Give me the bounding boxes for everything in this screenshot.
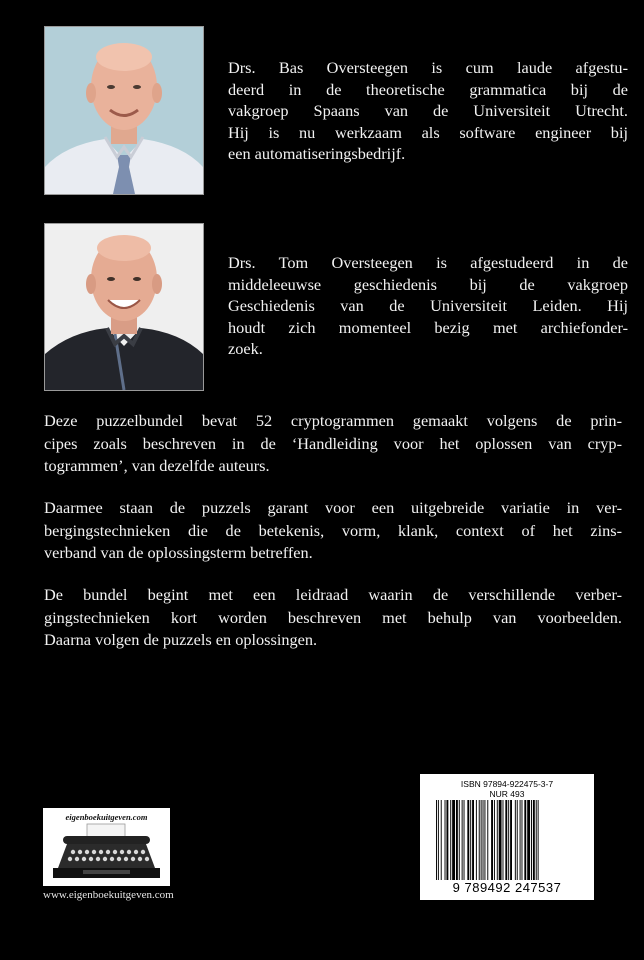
paragraph-line: cipes zoals beschreven in de ‘Handleiding voor het oplossen van cryp- [44, 433, 622, 453]
paragraph-line: Daarna volgen de puzzels en oplossingen. [44, 630, 318, 649]
isbn-barcode [420, 774, 594, 900]
typewriter-icon [43, 822, 170, 886]
bio-line: Drs. Bas Oversteegen is cum laude afgestu- [228, 58, 628, 77]
bio-line: vakgroep Spaans van de Universiteit Utrecht. [228, 101, 628, 120]
barcode-bars [434, 800, 582, 880]
bio-line: deerd in de theoretische grammatica bij de [228, 79, 628, 99]
paragraph-line: De bundel begint met een leidraad waarin de verschillende verber- [44, 585, 622, 604]
author-photo-tom [44, 223, 204, 391]
description-paragraph [44, 497, 622, 565]
barcode-digits: 9 789492 247537 [452, 880, 562, 895]
bio-line: Drs. Tom Oversteegen is afgestudeerd in de [228, 253, 628, 272]
paragraph-line: Deze puzzelbundel bevat 52 cryptogrammen gemaakt volgens de prin- [44, 411, 622, 430]
paragraph-line: togrammen’, van dezelfde auteurs. [44, 456, 270, 475]
bio-line: middeleeuwse geschiedenis bij de vakgroep [228, 274, 628, 294]
author-photo-bas [44, 26, 204, 195]
paragraph-line: bergingstechnieken die de betekenis, vorm, klank, context of het zins- [44, 520, 622, 540]
publisher-url: www.eigenboekuitgeven.com [43, 889, 174, 901]
isbn-number: ISBN 97894-922475-3-7 [460, 779, 554, 789]
nur-code: NUR 493 [489, 789, 525, 799]
paragraph-line: Daarmee staan de puzzels garant voor een uitgebreide variatie in ver- [44, 498, 622, 517]
publisher-logo-text: eigenboekuitgeven.com [65, 812, 148, 822]
bio-line: Geschiedenis van de Universiteit Leiden. Hij [228, 296, 628, 315]
description-paragraph [44, 584, 622, 652]
bio-line: Hij is nu werkzaam als software engineer bij [228, 122, 628, 142]
paragraph-line: gingstechnieken kort worden beschreven met behulp van voorbeelden. [44, 607, 622, 627]
author-bio-tom [228, 252, 628, 360]
description-paragraph [44, 410, 622, 478]
bio-line: houdt zich momenteel bezig met archiefonder- [228, 317, 628, 337]
author-bio-bas [228, 57, 628, 165]
paragraph-line: verband van de oplossingsterm betreffen. [44, 543, 313, 562]
bio-line: zoek. [228, 339, 263, 358]
publisher-logo [43, 808, 170, 886]
bio-line: een automatiseringsbedrijf. [228, 144, 406, 163]
